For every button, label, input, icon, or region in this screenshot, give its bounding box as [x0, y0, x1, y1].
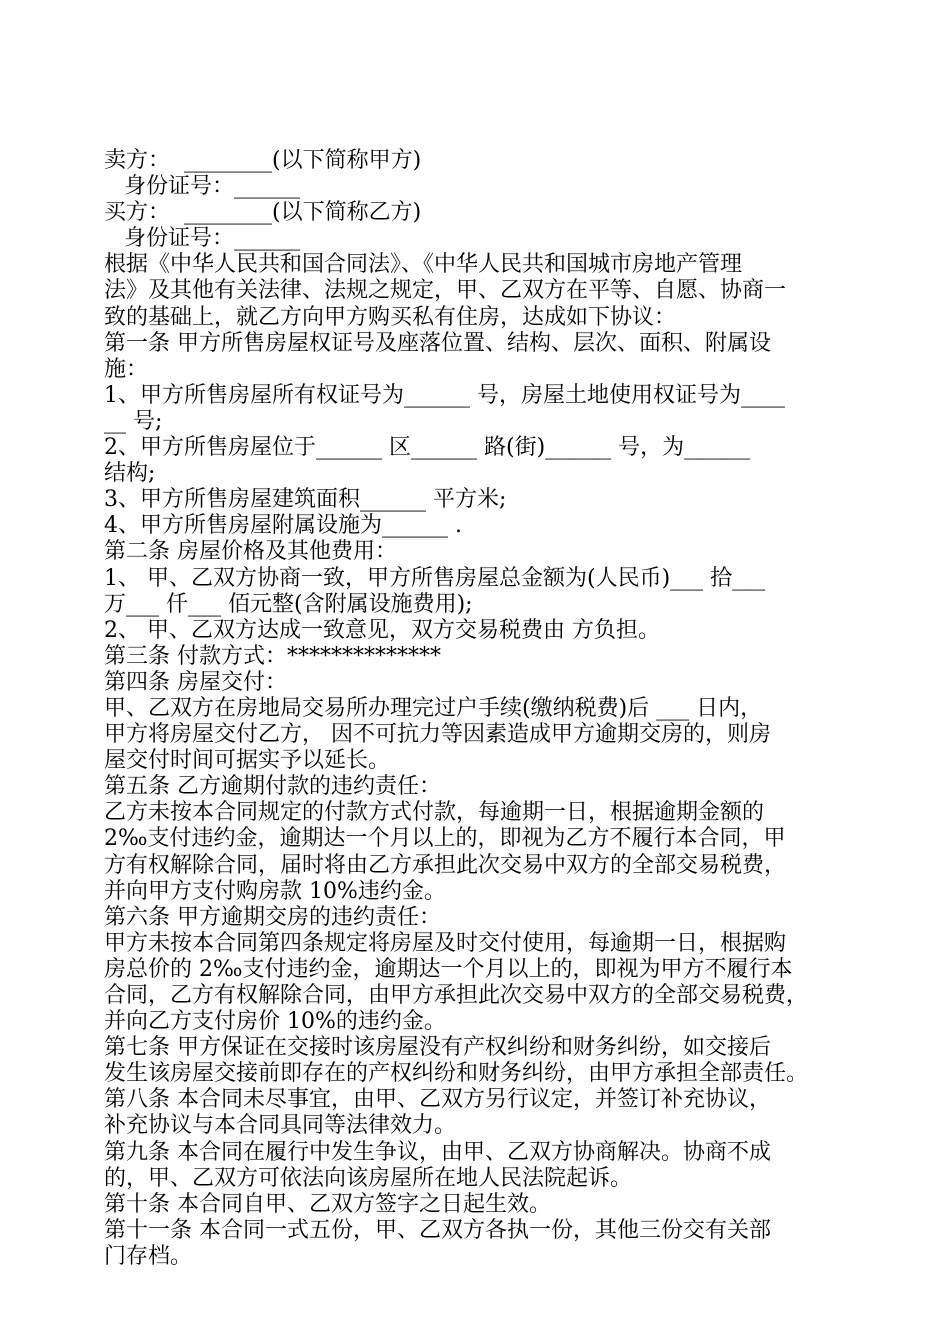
preamble-line: 致的基础上，就乙方向甲方购买私有住房，达成如下协议： [104, 304, 677, 330]
article-1-item: 3、甲方所售房屋建筑面积______ 平方米; [104, 487, 507, 513]
article-5-body: 并向甲方支付购房款 10%违约金。 [104, 878, 446, 904]
article-6-body: 合同，乙方有权解除合同，由甲方承担此次交易中双方的全部交易税费， [104, 983, 809, 1008]
article-4-body: 屋交付时间可据实予以延长。 [104, 748, 391, 774]
article-2-item: 万___ 仟___ 佰元整(含附属设施费用); [104, 591, 473, 617]
article-9: 的，甲、乙双方可依法向该房屋所在地人民法院起诉。 [104, 1165, 633, 1191]
article-1-heading: 施： [104, 356, 149, 382]
article-6-heading: 第六条 甲方逾期交房的违约责任： [104, 904, 441, 930]
article-9: 第九条 本合同在履行中发生争议，由甲、乙双方协商解决。协商不成 [104, 1139, 771, 1165]
article-11: 门存档。 [104, 1243, 193, 1269]
article-1-item: 2、甲方所售房屋位于______ 区______ 路(街)______ 号，为______ [104, 435, 751, 461]
article-11: 第十一条 本合同一式五份，甲、乙双方各执一份，其他三份交有关部 [104, 1217, 771, 1243]
article-1-item: __ 号; [104, 408, 163, 434]
article-4-heading: 第四条 房屋交付： [104, 669, 287, 695]
article-1-heading: 第一条 甲方所售房屋权证号及座落位置、结构、层次、面积、附属设 [104, 330, 771, 356]
seller-line: 卖方： ________(以下简称甲方) [104, 148, 422, 173]
buyer-line: 买方： ________(以下简称乙方) [104, 200, 422, 226]
buyer-id-line: 身份证号：______ [124, 226, 301, 252]
article-1-item: 结构; [104, 461, 156, 487]
article-2-item: 1、 甲、乙双方协商一致，甲方所售房屋总金额为(人民币)___ 拾___ [104, 565, 766, 591]
preamble-line: 根据《中华人民共和国合同法》、《中华人民共和国城市房地产管理 [104, 252, 743, 278]
article-5-body: 乙方未按本合同规定的付款方式付款，每逾期一日，根据逾期金额的 [104, 800, 765, 826]
seller-id-line: 身份证号：______ [124, 174, 301, 200]
preamble-line: 法》及其他有关法律、法规之规定，甲、乙双方在平等、自愿、协商一 [104, 278, 787, 304]
article-3-heading: 第三条 付款方式：************** [104, 643, 441, 669]
article-10: 第十条 本合同自甲、乙双方签字之日起生效。 [104, 1191, 551, 1217]
article-8: 补充协议与本合同具同等法律效力。 [104, 1113, 457, 1139]
article-2-heading: 第二条 房屋价格及其他费用： [104, 539, 397, 565]
article-5-heading: 第五条 乙方逾期付款的违约责任： [104, 774, 441, 800]
article-7: 发生该房屋交接前即存在的产权纠纷和财务纠纷，由甲方承担全部责任。 [104, 1061, 809, 1087]
article-4-body: 甲、乙双方在房地局交易所办理完过户手续(缴纳税费)后 ___ 日内， [104, 695, 763, 721]
article-6-body: 房总价的 2‰支付违约金，逾期达一个月以上的，即视为甲方不履行本 [104, 956, 793, 982]
article-1-item: 4、甲方所售房屋附属设施为______ . [104, 513, 462, 539]
article-8: 第八条 本合同未尽事宜，由甲、乙双方另行议定，并签订补充协议， [104, 1087, 771, 1113]
article-5-body: 方有权解除合同，届时将由乙方承担此次交易中双方的全部交易税费， [104, 852, 787, 878]
article-1-item: 1、甲方所售房屋所有权证号为______ 号，房屋土地使用权证号为____ [104, 382, 785, 408]
article-2-item: 2、 甲、乙双方达成一致意见，双方交易税费由 方负担。 [104, 617, 660, 643]
article-5-body: 2‰支付违约金，逾期达一个月以上的，即视为乙方不履行本合同，甲 [104, 826, 786, 852]
article-6-body: 并向乙方支付房价 10%的违约金。 [104, 1009, 446, 1035]
contract-document [104, 148, 852, 1270]
article-4-body: 甲方将房屋交付乙方， 因不可抗力等因素造成甲方逾期交房的，则房 [104, 722, 771, 748]
article-7: 第七条 甲方保证在交接时该房屋没有产权纠纷和财务纠纷，如交接后 [104, 1035, 771, 1061]
article-6-body: 甲方未按本合同第四条规定将房屋及时交付使用，每逾期一日，根据购 [104, 930, 787, 956]
